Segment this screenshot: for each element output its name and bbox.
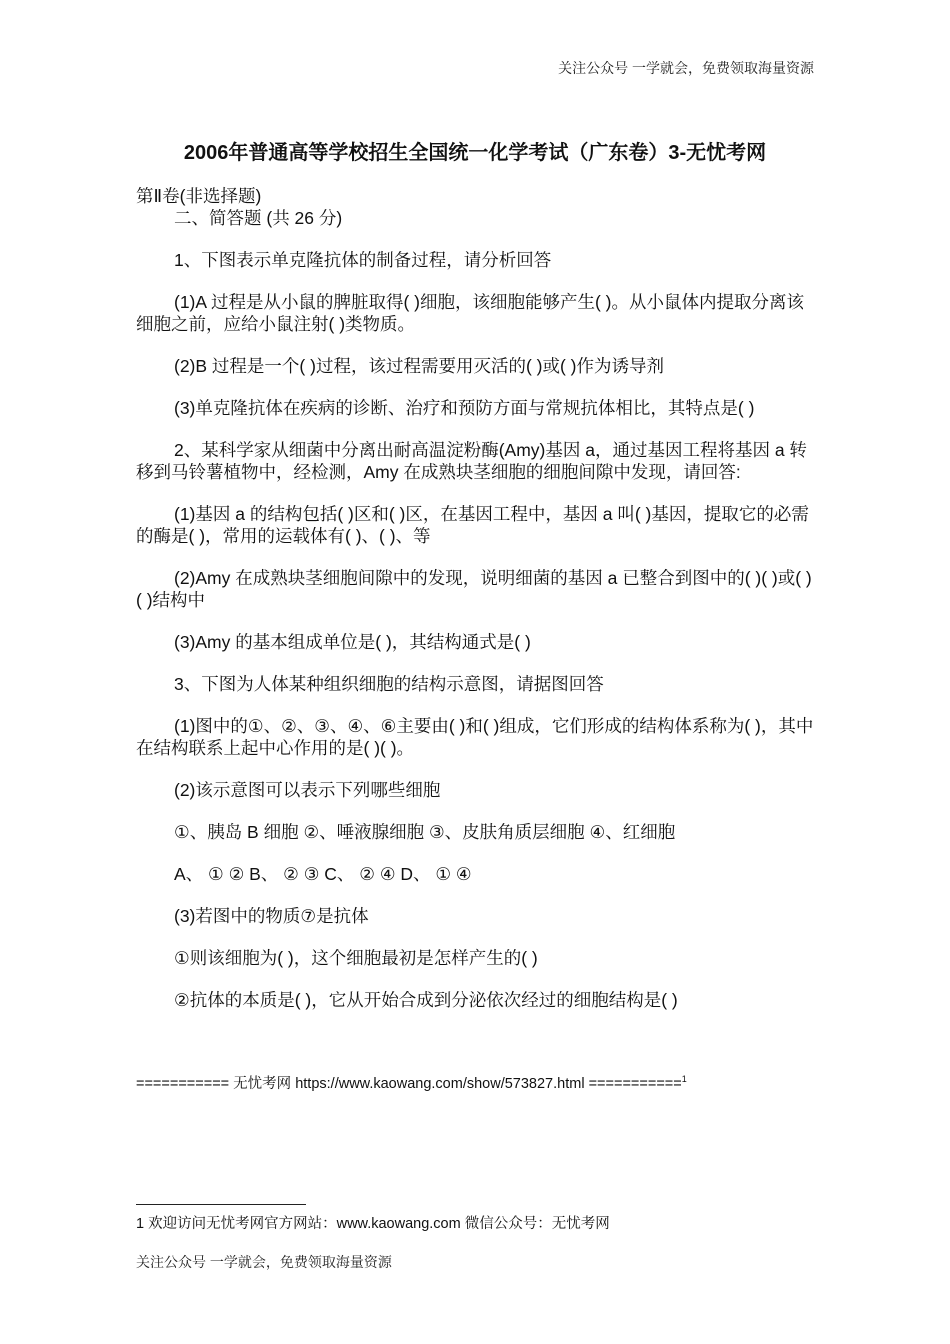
question-1-part-1: (1)A 过程是从小鼠的脾脏取得( )细胞，该细胞能够产生( )。从小鼠体内提取分离该细胞之前，应给小鼠注射( )类物质。 (136, 292, 804, 334)
question-3-options: ①、胰岛 B 细胞 ②、唾液腺细胞 ③、皮肤角质层细胞 ④、红细胞 (174, 822, 676, 842)
question-3-part-3: (3)若图中的物质⑦是抗体 (174, 906, 369, 926)
question-1-part-3: (3)单克隆抗体在疾病的诊断、治疗和预防方面与常规抗体相比，其特点是( ) (174, 398, 755, 418)
source-url-text: =========== 无忧考网 https://www.kaowang.com/show/573827.html =========== (136, 1076, 682, 1092)
source-line (136, 1072, 687, 1093)
footnote-divider (136, 1204, 306, 1205)
header-note: 关注公众号 一学就会，免费领取海量资源 (558, 60, 814, 76)
question-2: 2、某科学家从细菌中分离出耐高温淀粉酶(Amy)基因 a，通过基因工程将基因 a 转移到马铃薯植物中，经检测，Amy 在成熟块茎细胞的细胞间隙中发现，请回答: (136, 440, 807, 482)
subsection-heading: 二、简答题 (共 26 分) (174, 208, 343, 228)
question-3-choices: A、 ① ② B、 ② ③ C、 ② ④ D、 ① ④ (174, 864, 472, 884)
question-3-part-1: (1)图中的①、②、③、④、⑥主要由( )和( )组成，它们形成的结构体系称为( )，其中在结构联系上起中心作用的是( )( )。 (136, 716, 814, 758)
footer-note: 关注公众号 一学就会，免费领取海量资源 (136, 1254, 392, 1270)
question-2-part-3: (3)Amy 的基本组成单位是( )，其结构通式是( ) (174, 632, 531, 652)
question-3: 3、下图为人体某种组织细胞的结构示意图，请据图回答 (174, 674, 604, 694)
question-3-part-2: (2)该示意图可以表示下列哪些细胞 (174, 780, 441, 800)
question-3-part-3-sub-2: ②抗体的本质是( )，它从开始合成到分泌依次经过的细胞结构是( ) (174, 990, 678, 1010)
section-heading: 第Ⅱ卷(非选择题) (136, 186, 262, 206)
footnote-ref: 1 (681, 1074, 687, 1085)
document-body (136, 185, 816, 1011)
question-3-part-3-sub-1: ①则该细胞为( )，这个细胞最初是怎样产生的( ) (174, 948, 538, 968)
footnote: 1 欢迎访问无忧考网官方网站：www.kaowang.com 微信公众号：无忧考网 (136, 1216, 610, 1232)
question-1-part-2: (2)B 过程是一个( )过程，该过程需要用灭活的( )或( )作为诱导剂 (174, 356, 664, 376)
question-2-part-2: (2)Amy 在成熟块茎细胞间隙中的发现，说明细菌的基因 a 已整合到图中的( )( )或( )( )结构中 (136, 568, 812, 610)
page-title: 2006年普通高等学校招生全国统一化学考试（广东卷）3-无忧考网 (183, 142, 767, 164)
question-1: 1、下图表示单克隆抗体的制备过程，请分析回答 (174, 250, 552, 270)
question-2-part-1: (1)基因 a 的结构包括( )区和( )区，在基因工程中，基因 a 叫( )基因，提取它的必需的酶是( )，常用的运载体有( )、( )、等 (136, 504, 809, 546)
